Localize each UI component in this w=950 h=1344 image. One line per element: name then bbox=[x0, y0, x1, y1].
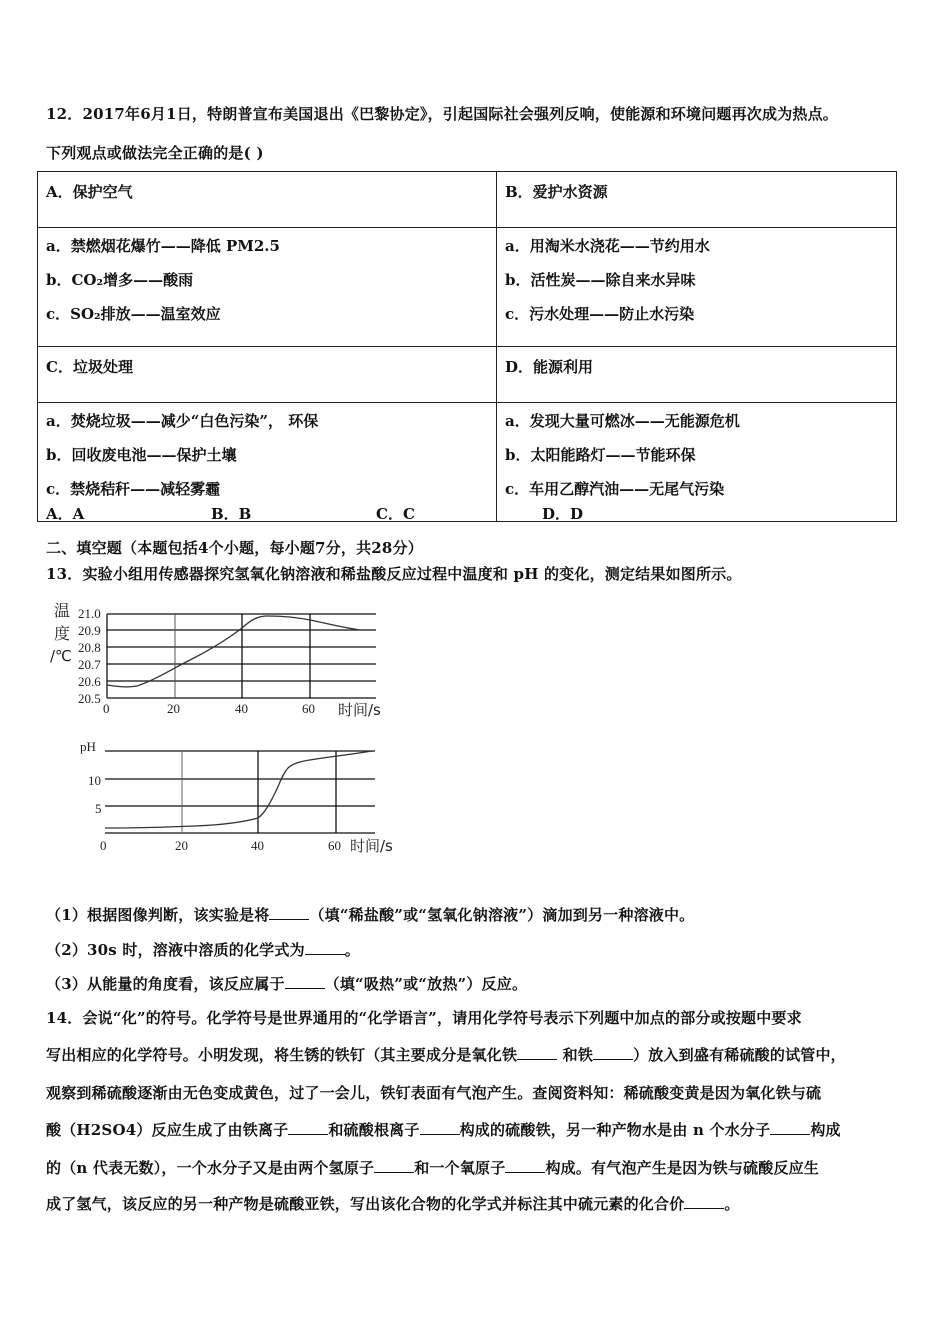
option-c-item: a．焚烧垃圾——减少“白色污染”， 环保 bbox=[46, 412, 319, 430]
ph-ytick: 10 bbox=[88, 773, 101, 788]
ph-xtick: 0 bbox=[100, 838, 107, 853]
option-b-items bbox=[497, 228, 897, 347]
answer-blank[interactable] bbox=[285, 974, 325, 989]
q12-stem-line1: 12．2017年6月1日，特朗普宣布美国退出《巴黎协定》，引起国际社会强列反响，使能源和环境问题再次成为热点。 bbox=[46, 105, 839, 123]
q13-sub2-text-post: 。 bbox=[344, 941, 360, 959]
answer-blank[interactable] bbox=[593, 1045, 633, 1060]
q13-sub2 bbox=[46, 939, 360, 960]
q14-text: 酸（H2SO4）反应生成了由铁离子 bbox=[46, 1121, 289, 1139]
option-a-header: A．保护空气 bbox=[38, 172, 497, 228]
q14-text: 和铁 bbox=[562, 1046, 594, 1064]
q14-text: 构成的硫酸铁，另一种产物水是由 n 个水分子 bbox=[459, 1121, 771, 1139]
ph-xtick: 40 bbox=[251, 838, 264, 853]
option-b-item: b．活性炭——除自来水异味 bbox=[505, 271, 696, 289]
q13-stem: 13．实验小组用传感器探究氢氧化钠溶液和稀盐酸反应过程中温度和 pH 的变化，测定结果如图所示。 bbox=[46, 565, 742, 583]
temp-ytick: 20.9 bbox=[78, 623, 101, 638]
q14-text: 构成。有气泡产生是因为铁与硫酸反应生 bbox=[545, 1159, 820, 1177]
q14-line5 bbox=[46, 1157, 819, 1178]
ph-chart bbox=[60, 733, 420, 862]
q14-line3: 观察到稀硫酸逐渐由无色变成黄色，过了一会儿，铁钉表面有气泡产生。查阅资料知：稀硫酸变黄是因为氧化铁与硫 bbox=[46, 1084, 822, 1102]
temp-curve bbox=[107, 616, 360, 687]
q14-text: 构成 bbox=[810, 1121, 841, 1139]
q14-text: ）放入到盛有稀硫酸的试管中， bbox=[633, 1046, 846, 1064]
q13-sub3-text-post: （填“吸热”或“放热”）反应。 bbox=[324, 975, 528, 993]
option-a-items bbox=[38, 228, 497, 347]
temp-xtick: 40 bbox=[235, 701, 248, 716]
q14-line6 bbox=[46, 1193, 740, 1214]
q13-sub1-text-post: （填“稀盐酸”或“氢氧化钠溶液”）滴加到另一种溶液中。 bbox=[309, 906, 695, 924]
answer-blank[interactable] bbox=[684, 1194, 724, 1209]
ph-grid bbox=[105, 751, 375, 833]
option-d-header: D．能源利用 bbox=[497, 347, 897, 403]
option-c-header: C．垃圾处理 bbox=[38, 347, 497, 403]
section-2-title: 二、填空题（本题包括4个小题，每小题7分，共28分） bbox=[46, 539, 423, 557]
temp-ylabel-1: 温 bbox=[54, 601, 71, 620]
ph-ytick: 5 bbox=[95, 801, 102, 816]
q14-text: 的（n 代表无数），一个水分子又是由两个氢原子 bbox=[46, 1159, 375, 1177]
option-d-item: b．太阳能路灯——节能环保 bbox=[505, 446, 696, 464]
temp-grid bbox=[107, 614, 376, 698]
temp-ytick: 20.5 bbox=[78, 691, 101, 706]
option-c-items bbox=[38, 403, 497, 522]
q13-sub3-text: （3）从能量的角度看，该反应属于 bbox=[46, 975, 285, 993]
ph-xlabel: 时间/s bbox=[350, 837, 393, 855]
q14-text: 。 bbox=[724, 1195, 740, 1213]
ph-curve bbox=[105, 751, 372, 828]
q14-text: 和硫酸根离子 bbox=[328, 1121, 420, 1139]
answer-blank[interactable] bbox=[374, 1158, 414, 1173]
q13-sub1 bbox=[46, 904, 694, 925]
q12-stem-line2: 下列观点或做法完全正确的是( ) bbox=[46, 144, 264, 162]
temp-ytick: 20.6 bbox=[78, 674, 101, 689]
q13-sub2-text: （2）30s 时，溶液中溶质的化学式为 bbox=[46, 941, 305, 959]
choice-b[interactable]: B．B bbox=[211, 505, 252, 523]
option-a-item: a．禁燃烟花爆竹——降低 PM2.5 bbox=[46, 237, 280, 255]
q14-line4 bbox=[46, 1119, 841, 1140]
q13-sub1-text: （1）根据图像判断，该实验是将 bbox=[46, 906, 270, 924]
option-c-item: c．禁烧秸秆——减轻雾霾 bbox=[46, 480, 221, 498]
ph-xtick: 20 bbox=[175, 838, 188, 853]
choice-c[interactable]: C．C bbox=[376, 505, 415, 523]
option-a-item: c．SO₂排放——温室效应 bbox=[46, 305, 221, 323]
q14-line2 bbox=[46, 1044, 846, 1065]
option-d-item: c．车用乙醇汽油——无尾气污染 bbox=[505, 480, 725, 498]
option-c-item: b．回收废电池——保护土壤 bbox=[46, 446, 237, 464]
temperature-chart bbox=[40, 598, 400, 727]
temp-xtick: 60 bbox=[302, 701, 315, 716]
temp-ytick: 20.7 bbox=[78, 657, 101, 672]
option-a-item: b．CO₂增多——酸雨 bbox=[46, 271, 194, 289]
temp-ytick: 20.8 bbox=[78, 640, 101, 655]
choice-d[interactable]: D．D bbox=[542, 505, 584, 523]
ph-ylabel: pH bbox=[80, 739, 96, 754]
choice-a[interactable]: A．A bbox=[46, 505, 85, 523]
q12-options-table bbox=[37, 171, 897, 522]
option-b-header: B．爱护水资源 bbox=[497, 172, 897, 228]
answer-blank[interactable] bbox=[770, 1120, 810, 1135]
option-b-item: c．污水处理——防止水污染 bbox=[505, 305, 695, 323]
answer-blank[interactable] bbox=[505, 1158, 545, 1173]
temp-ytick: 21.0 bbox=[78, 606, 101, 621]
temp-xtick: 0 bbox=[103, 701, 110, 716]
answer-blank[interactable] bbox=[288, 1120, 328, 1135]
q14-text: 成了氢气，该反应的另一种产物是硫酸亚铁，写出该化合物的化学式并标注其中硫元素的化合价 bbox=[46, 1195, 685, 1213]
temp-xlabel: 时间/s bbox=[338, 701, 381, 719]
temp-xtick: 20 bbox=[167, 701, 180, 716]
answer-blank[interactable] bbox=[269, 905, 309, 920]
q14-text: 和一个氧原子 bbox=[414, 1159, 506, 1177]
option-d-item: a．发现大量可燃冰——无能源危机 bbox=[505, 412, 740, 430]
temp-ylabel-3: /℃ bbox=[50, 647, 72, 665]
answer-blank[interactable] bbox=[305, 940, 345, 955]
q13-sub3 bbox=[46, 973, 527, 994]
option-b-item: a．用淘米水浇花——节约用水 bbox=[505, 237, 710, 255]
q14-line1: 14．会说“化”的符号。化学符号是世界通用的“化学语言”，请用化学符号表示下列题中加点的部分或按题中要求 bbox=[46, 1009, 802, 1027]
answer-blank[interactable] bbox=[517, 1045, 557, 1060]
q14-text: 写出相应的化学符号。小明发现，将生锈的铁钉（其主要成分是氧化铁 bbox=[46, 1046, 518, 1064]
ph-xtick: 60 bbox=[328, 838, 341, 853]
answer-blank[interactable] bbox=[420, 1120, 460, 1135]
temp-ylabel-2: 度 bbox=[54, 624, 71, 643]
